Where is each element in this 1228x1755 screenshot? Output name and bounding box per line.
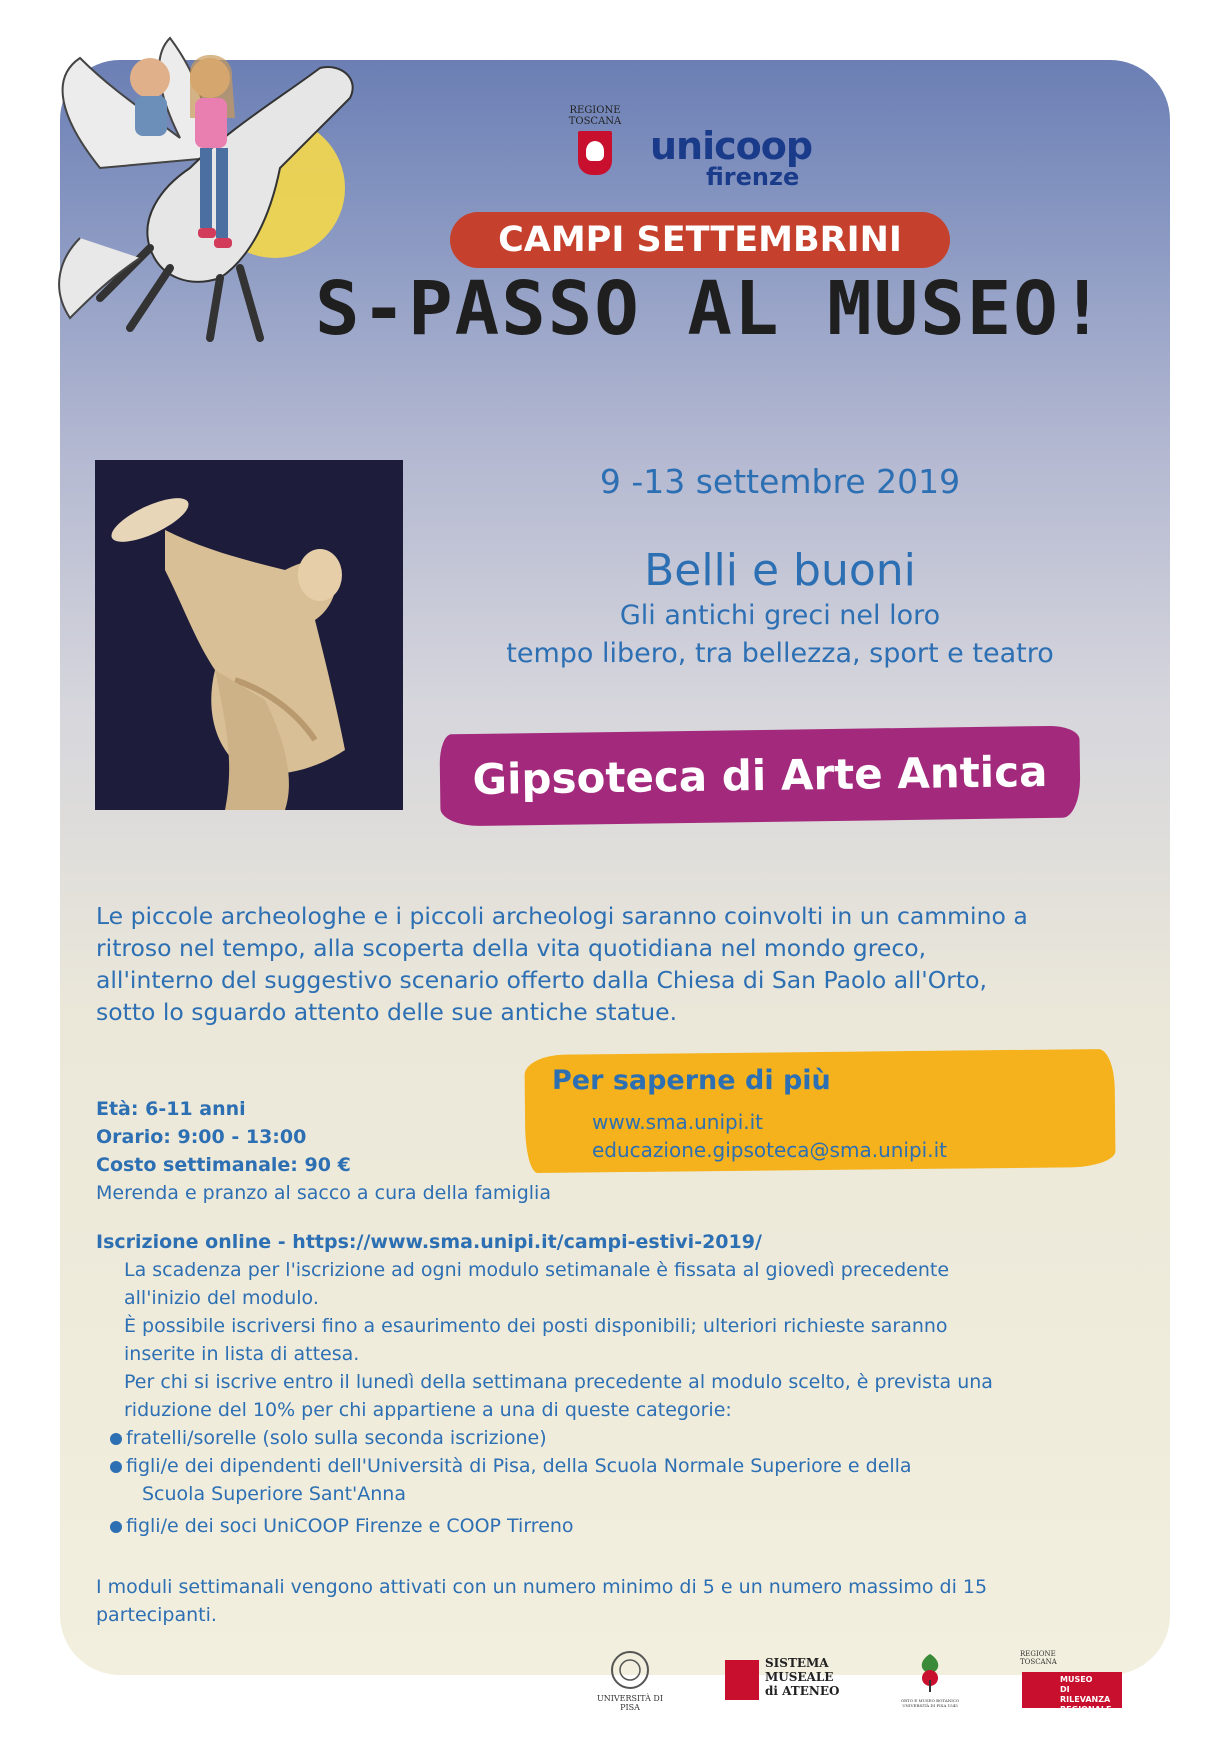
- registration-section: [96, 1228, 1096, 1540]
- bullet-item: figli/e dei dipendenti dell'Università di Pisa, della Scuola Normale Superiore e della: [96, 1452, 1096, 1480]
- website-link[interactable]: www.sma.unipi.it: [592, 1110, 764, 1134]
- closing-note: I moduli settimanali vengono attivati con un numero minimo di 5 e un numero massimo di 15 partecipanti.: [96, 1576, 988, 1626]
- unipi-logo: UNIVERSITÀ DI PISA: [590, 1650, 670, 1712]
- bullet-icon: [110, 1433, 122, 1445]
- event-subtitle-line: Gli antichi greci nel loro: [619, 600, 941, 631]
- email-link[interactable]: educazione.gipsoteca@sma.unipi.it: [592, 1138, 947, 1162]
- bullet-continuation: Scuola Superiore Sant'Anna: [142, 1483, 406, 1505]
- registration-line: all'inizio del modulo.: [124, 1287, 319, 1309]
- description-line: all'interno del suggestivo scenario offerto dalla Chiesa di San Paolo all'Orto,: [96, 966, 987, 994]
- registration-line: riduzione del 10% per chi appartiene a una di queste categorie:: [124, 1399, 732, 1421]
- bullet-item: figli/e dei soci UniCOOP Firenze e COOP Tirreno: [96, 1512, 1096, 1540]
- flower-icon: [910, 1650, 950, 1694]
- event-title: Belli e buoni: [644, 545, 916, 596]
- registration-line: È possibile iscriversi fino a esaurimento dei posti disponibili; ulteriori richieste saranno: [124, 1315, 948, 1337]
- sma-mark-icon: [725, 1660, 759, 1700]
- more-info-title: Per saperne di più: [552, 1065, 831, 1096]
- discobolus-statue-image: [95, 460, 403, 810]
- description-line: Le piccole archeologhe e i piccoli archeologi saranno coinvolti in un cammino a: [96, 902, 1028, 930]
- registration-line: inserite in lista di attesa.: [124, 1343, 360, 1365]
- orto-botanico-logo: ORTO E MUSEO BOTANICO UNIVERSITÀ DI PISA 1545: [895, 1650, 965, 1708]
- registration-line: Per chi si iscrive entro il lunedì della settimana precedente al modulo scelto, è prevista una: [124, 1371, 993, 1393]
- hours-fact: Orario: 9:00 - 13:00: [96, 1126, 307, 1148]
- meals-fact: Merenda e pranzo al sacco a cura della famiglia: [96, 1182, 551, 1204]
- footer-logos: UNIVERSITÀ DI PISA SISTEMA MUSEALE di ATENEO ORTO E MUSEO BOTANICO UNIVERSITÀ DI PISA 1545 REGIONE TOSCANA MUSEO DI RILEVANZA REGIONALE: [0, 1650, 1228, 1750]
- museo-rilevanza-logo: REGIONE TOSCANA MUSEO DI RILEVANZA REGIONALE: [1020, 1650, 1130, 1666]
- main-title: S-PASSO AL MUSEO!: [315, 266, 1107, 352]
- bullet-icon: [110, 1461, 122, 1473]
- description-line: ritroso nel tempo, alla scoperta della vita quotidiana nel mondo greco,: [96, 934, 927, 962]
- shield-icon: [578, 131, 612, 175]
- age-fact: Età: 6-11 anni: [96, 1098, 246, 1120]
- registration-line: La scadenza per l'iscrizione ad ogni modulo setimanale è fissata al giovedì precedente: [124, 1259, 950, 1281]
- event-facts: [96, 1095, 551, 1207]
- event-subtitle-line: tempo libero, tra bellezza, sport e teatro: [506, 638, 1054, 669]
- campi-banner: CAMPI SETTEMBRINI: [450, 212, 950, 268]
- seal-icon: [610, 1650, 650, 1690]
- cost-fact: Costo settimanale: 90 €: [96, 1154, 351, 1176]
- venue-badge: Gipsoteca di Arte Antica: [439, 726, 1080, 827]
- unicoop-logo: unicoop firenze: [650, 124, 813, 191]
- regione-toscana-logo: REGIONE TOSCANA: [565, 105, 625, 175]
- description: [96, 900, 1136, 1028]
- registration-title[interactable]: Iscrizione online - https://www.sma.unipi.it/campi-estivi-2019/: [96, 1231, 762, 1253]
- bullet-item: fratelli/sorelle (solo sulla seconda iscrizione): [96, 1424, 1096, 1452]
- description-line: sotto lo sguardo attento delle sue antiche statue.: [96, 998, 678, 1026]
- bullet-icon: [110, 1521, 122, 1533]
- event-dates: 9 -13 settembre 2019: [599, 462, 961, 501]
- event-subtitle: [420, 545, 1140, 673]
